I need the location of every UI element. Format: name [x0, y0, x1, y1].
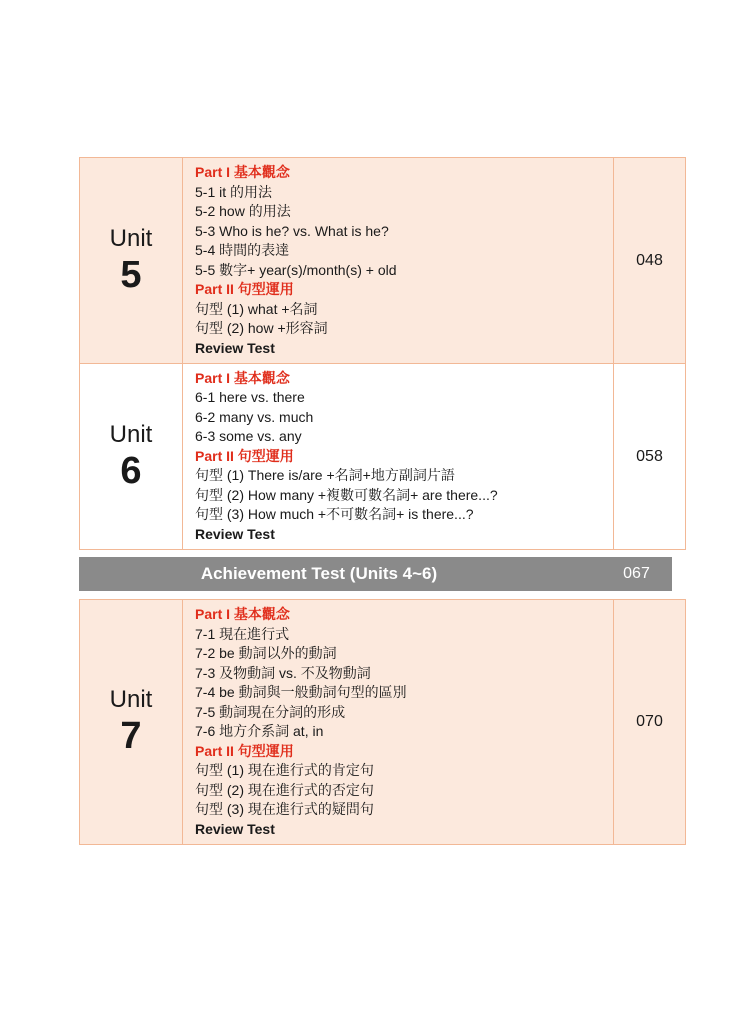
unit-contents	[183, 600, 614, 845]
page-number[interactable]: 070	[614, 600, 686, 845]
unit-label-cell	[80, 600, 183, 845]
unit-contents	[183, 158, 614, 364]
lesson-item[interactable]: 6-3 some vs. any	[195, 428, 302, 445]
unit-word: Unit	[109, 686, 153, 713]
review-test-link[interactable]: Review Test	[195, 339, 275, 356]
review-test-link[interactable]: Review Test	[195, 820, 275, 837]
lesson-item[interactable]: 5-5 數字+ year(s)/month(s) + old	[195, 261, 397, 278]
lesson-item[interactable]: 7-5 動詞現在分詞的形成	[195, 703, 346, 720]
page-number[interactable]: 058	[614, 364, 686, 550]
unit-word: Unit	[109, 420, 153, 448]
lesson-item[interactable]: 5-3 Who is he? vs. What is he?	[195, 222, 389, 239]
part-heading[interactable]: Part I 基本觀念	[195, 164, 290, 180]
part-heading[interactable]: Part II 句型運用	[195, 447, 294, 464]
part-heading[interactable]: Part II 句型運用	[195, 281, 294, 297]
lesson-item[interactable]: 句型 (1) There is/are +名詞+地方副詞片語	[195, 467, 455, 484]
unit-row-6	[80, 364, 686, 550]
toc-table-units-5-6	[79, 157, 686, 550]
unit-number: 6	[120, 449, 142, 492]
lesson-item[interactable]: 7-3 及物動詞 vs. 不及物動詞	[195, 664, 371, 681]
lesson-item[interactable]: 7-6 地方介系詞 at, in	[195, 723, 324, 739]
part-heading[interactable]: Part I 基本觀念	[195, 606, 290, 622]
lesson-item[interactable]: 5-1 it 的用法	[195, 183, 273, 200]
unit-word: Unit	[109, 224, 153, 252]
unit-label-cell	[80, 158, 183, 364]
toc-table-unit-7	[79, 599, 686, 845]
lesson-item[interactable]: 5-2 how 的用法	[195, 203, 291, 219]
unit-number: 7	[120, 715, 142, 757]
lesson-item[interactable]: 5-4 時間的表達	[195, 242, 290, 258]
unit-row-7	[80, 600, 686, 845]
lesson-item[interactable]: 句型 (3) How much +不可數名詞+ is there...?	[195, 506, 474, 523]
lesson-item[interactable]: 7-2 be 動詞以外的動詞	[195, 645, 337, 661]
lesson-item[interactable]: 7-4 be 動詞與一般動詞句型的區別	[195, 684, 407, 700]
lesson-item[interactable]: 7-1 現在進行式	[195, 625, 290, 642]
unit-number: 5	[120, 253, 142, 296]
achievement-test-bar[interactable]	[79, 557, 672, 591]
lesson-item[interactable]: 句型 (2) 現在進行式的否定句	[195, 781, 374, 798]
unit-contents	[183, 364, 614, 550]
lesson-item[interactable]: 句型 (1) what +名詞	[195, 300, 318, 317]
lesson-item[interactable]: 6-1 here vs. there	[195, 389, 305, 406]
lesson-item[interactable]: 句型 (1) 現在進行式的肯定句	[195, 762, 374, 778]
lesson-item[interactable]: 句型 (2) how +形容詞	[195, 320, 328, 336]
review-test-link[interactable]: Review Test	[195, 525, 275, 542]
achievement-test-title[interactable]: Achievement Test (Units 4~6)	[200, 564, 438, 583]
page-number[interactable]: 048	[614, 158, 686, 364]
unit-row-5	[80, 158, 686, 364]
lesson-item[interactable]: 句型 (2) How many +複數可數名詞+ are there...?	[195, 486, 498, 503]
achievement-test-page[interactable]: 067	[623, 565, 650, 582]
part-heading[interactable]: Part I 基本觀念	[195, 369, 290, 386]
unit-label-cell	[80, 364, 183, 550]
lesson-item[interactable]: 6-2 many vs. much	[195, 408, 314, 425]
lesson-item[interactable]: 句型 (3) 現在進行式的疑問句	[195, 801, 374, 817]
part-heading[interactable]: Part II 句型運用	[195, 742, 294, 759]
